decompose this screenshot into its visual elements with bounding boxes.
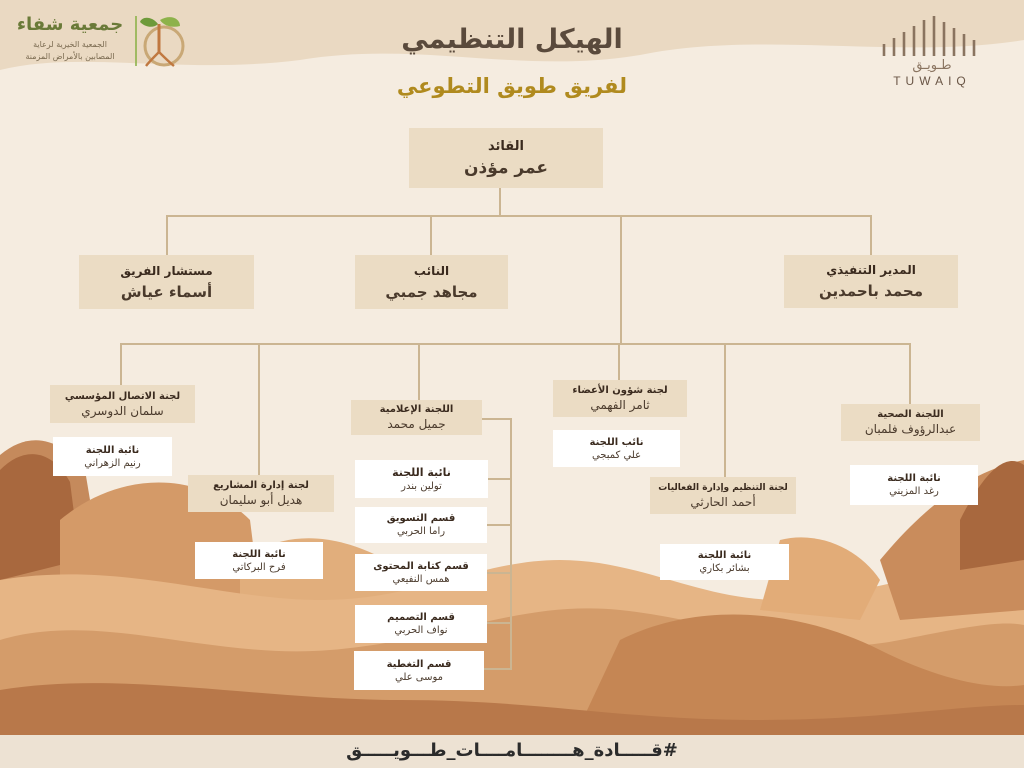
leader-role: القائد xyxy=(488,138,524,154)
media-committee-box xyxy=(351,400,482,435)
communication-vice-name: رنيم الزهراني xyxy=(84,457,141,469)
connector-section-5 xyxy=(484,668,512,670)
media-section-content-name: همس النفيعي xyxy=(392,573,450,585)
tuwaiq-latin-name: TUWAIQ xyxy=(893,74,971,88)
organizing-committee-box xyxy=(650,477,796,514)
connector-media-stub xyxy=(481,418,512,420)
media-section-design-box xyxy=(355,605,487,643)
media-committee-name: جميل محمد xyxy=(387,417,446,431)
page-title: الهيكل التنظيمي xyxy=(401,24,623,55)
connector-leader-down xyxy=(499,188,501,215)
media-vice-role: نائبة اللجنة xyxy=(392,466,451,479)
health-committee-box xyxy=(841,404,980,441)
footer-hashtag: #قـــــادة_هــــــــامــــات_طـــويـــــق xyxy=(346,740,678,761)
deputy-role: النائب xyxy=(413,263,450,278)
consultant-box xyxy=(79,255,254,309)
projects-committee-box xyxy=(188,475,334,512)
connector-projects xyxy=(258,343,260,475)
organizing-vice-role: نائبة اللجنة xyxy=(697,550,752,561)
health-committee-name: عبدالرؤوف فلمبان xyxy=(864,422,957,436)
communication-vice-role: نائبة اللجنة xyxy=(85,444,140,456)
members-committee-role: لجنة شؤون الأعضاء xyxy=(572,385,668,396)
members-committee-box xyxy=(553,380,687,417)
connector-committee-bar xyxy=(120,343,911,345)
projects-committee-name: هديل أبو سليمان xyxy=(219,493,303,507)
members-vice-box xyxy=(553,430,680,467)
media-section-coverage-name: موسى علي xyxy=(394,671,444,683)
media-section-content-box xyxy=(355,554,487,591)
media-section-content-role: قسم كتابة المحتوى xyxy=(373,560,469,572)
deputy-box xyxy=(355,255,508,309)
media-section-design-role: قسم التصميم xyxy=(387,612,455,623)
media-section-coverage-role: قسم التغطية xyxy=(386,658,452,670)
health-vice-name: رغد المزيني xyxy=(889,486,939,497)
media-section-marketing-role: قسم التسويق xyxy=(386,513,456,524)
executive-name: محمد باحمدين xyxy=(819,282,923,300)
tuwaiq-arabic-name: طـويـق xyxy=(912,58,952,73)
consultant-role: مستشار الفريق xyxy=(120,263,213,278)
media-vice-box xyxy=(355,460,488,498)
connector-media xyxy=(418,343,420,400)
members-vice-role: نائب اللجنة xyxy=(589,436,644,448)
connector-media-sections-spine xyxy=(510,418,512,668)
projects-vice-name: فرح البركاتي xyxy=(232,561,286,573)
members-committee-name: ثامر الفهمي xyxy=(590,398,650,412)
organizing-committee-role: لجنة التنظيم وإدارة الفعاليات xyxy=(658,482,788,493)
consultant-name: أسماء عياش xyxy=(120,282,213,301)
connector-deputy xyxy=(430,215,432,255)
shifa-name: جمعية شفاء xyxy=(16,14,124,35)
media-section-marketing-name: راما الحربي xyxy=(396,526,446,537)
projects-vice-box xyxy=(195,542,323,579)
projects-committee-role: لجنة إدارة المشاريع xyxy=(213,480,309,491)
health-vice-role: نائبة اللجنة xyxy=(887,473,941,484)
connector-consultant xyxy=(166,215,168,255)
connector-organizing xyxy=(724,343,726,477)
communication-vice-box xyxy=(53,437,172,476)
connector-section-4 xyxy=(487,622,512,624)
connector-section-1 xyxy=(488,478,512,480)
media-committee-role: اللجنة الإعلامية xyxy=(379,404,454,415)
connector-level2-bar xyxy=(166,215,872,217)
executive-role: المدير التنفيذي xyxy=(826,263,916,277)
shifa-tagline-1: الجمعية الخيرية لرعاية xyxy=(33,40,107,49)
connector-members xyxy=(618,343,620,380)
media-section-coverage-box xyxy=(354,651,484,690)
executive-box xyxy=(784,255,958,308)
connector-executive xyxy=(870,215,872,255)
page-subtitle: لفريق طويق التطوعي xyxy=(396,74,628,98)
connector-trunk xyxy=(620,215,622,343)
communication-committee-name: سلمان الدوسري xyxy=(81,403,164,418)
health-vice-box xyxy=(850,465,978,505)
health-committee-role: اللجنة الصحية xyxy=(877,409,944,420)
connector-communication xyxy=(120,343,122,386)
media-section-marketing-box xyxy=(355,507,487,543)
media-section-design-name: نواف الحربي xyxy=(394,625,448,636)
shifa-tagline-2: المصابين بالأمراض المزمنة xyxy=(25,52,115,61)
leader-box xyxy=(409,128,603,188)
communication-committee-box xyxy=(50,385,195,423)
communication-committee-role: لجنة الاتصال المؤسسي xyxy=(64,390,181,402)
members-vice-name: علي كمبجي xyxy=(591,449,642,461)
connector-section-2 xyxy=(487,524,512,526)
projects-vice-role: نائبة اللجنة xyxy=(232,548,286,560)
organizing-committee-name: أحمد الحارثي xyxy=(690,494,756,509)
media-vice-name: تولين بندر xyxy=(401,481,442,492)
organizing-vice-box xyxy=(660,544,789,580)
leader-name: عمر مؤذن xyxy=(464,157,548,178)
organizing-vice-name: بشائر بكاري xyxy=(699,563,750,574)
connector-health xyxy=(909,343,911,404)
deputy-name: مجاهد جمبي xyxy=(385,282,478,301)
connector-section-3 xyxy=(487,572,512,574)
